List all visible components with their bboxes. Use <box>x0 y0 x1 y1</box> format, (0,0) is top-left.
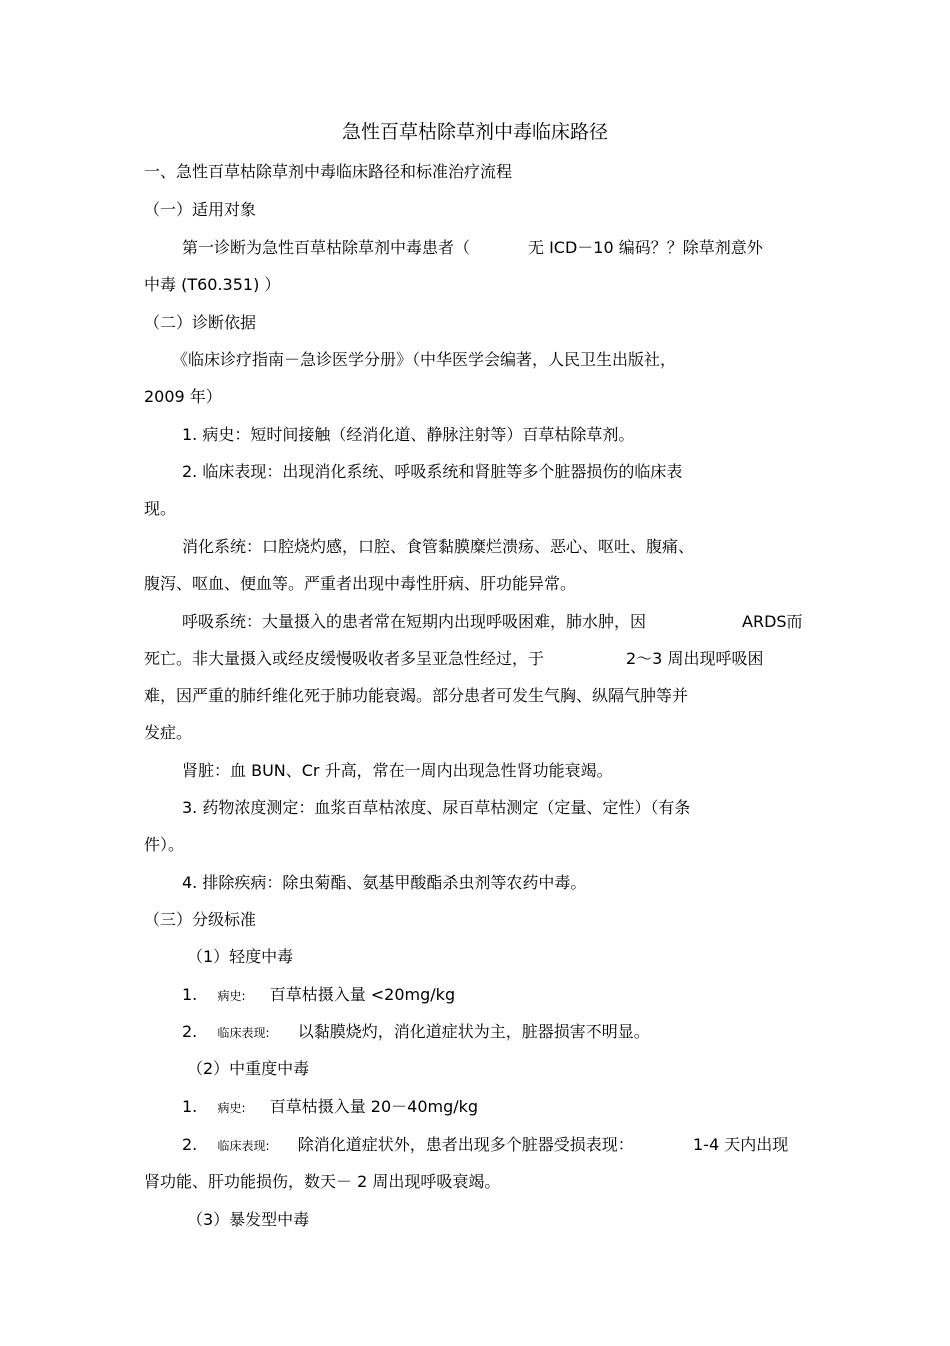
diagnosis-item-drug-test-line-1: 3. 药物浓度测定：血浆百草枯浓度、尿百草枯测定（定量、定性）（有条 <box>182 798 691 817</box>
kidney-text: 肾脏：血 BUN、Cr 升高，常在一周内出现急性肾功能衰竭。 <box>182 761 613 780</box>
moderate-history-row <box>182 1096 478 1119</box>
page-title: 急性百草枯除草剂中毒临床路径 <box>341 121 608 143</box>
subsection-heading-diagnosis: （二）诊断依据 <box>144 313 257 332</box>
digestive-system-line-2: 腹泻、呕血、便血等。严重者出现中毒性肝病、肝功能异常。 <box>144 574 577 593</box>
moderate-history-label: 病史: <box>217 1101 246 1115</box>
diagnosis-item-clinical-line-2: 现。 <box>144 499 177 518</box>
mild-clinical-row <box>182 1021 650 1044</box>
scope-text-part-a: 第一诊断为急性百草枯除草剂中毒患者（ <box>182 238 471 257</box>
respiratory-system-line-2a: 死亡。非大量摄入或经皮缓慢吸收者多呈亚急性经过，于 <box>144 649 545 668</box>
moderate-clinical-number: 2. <box>182 1135 198 1154</box>
mild-history-number: 1. <box>182 985 198 1004</box>
mild-history-label: 病史: <box>217 989 246 1003</box>
mild-clinical-number: 2. <box>182 1022 198 1041</box>
digestive-system-line-1: 消化系统：口腔烧灼感，口腔、食管黏膜糜烂溃疡、恶心、呕吐、腹痛、 <box>182 537 695 556</box>
moderate-history-text: 百草枯摄入量 20－40mg∕kg <box>269 1097 479 1116</box>
subsection-heading-scope: （一）适用对象 <box>144 200 257 219</box>
diagnosis-item-drug-test-line-2: 件）。 <box>144 835 185 854</box>
respiratory-system-line-3: 难，因严重的肺纤维化死于肺功能衰竭。部分患者可发生气胸、纵隔气肿等并 <box>144 686 689 705</box>
mild-clinical-label: 临床表现: <box>217 1026 270 1040</box>
section-heading-1: 一、急性百草枯除草剂中毒临床路径和标准治疗流程 <box>144 162 513 181</box>
reference-line-1: 《临床诊疗指南－急诊医学分册》（中华医学会编著，人民卫生出版社， <box>172 350 677 369</box>
subsection-heading-grading: （三）分级标准 <box>144 910 257 929</box>
moderate-clinical-label: 临床表现: <box>217 1139 270 1153</box>
mild-history-row <box>182 984 455 1007</box>
moderate-clinical-row <box>182 1134 634 1157</box>
grade-heading-mild: （1）轻度中毒 <box>187 947 294 966</box>
moderate-clinical-text-a: 除消化道症状外，患者出现多个脏器受损表现： <box>297 1135 634 1154</box>
scope-text-part-b: 无 ICD－10 编码？？除草剂意外 <box>528 238 763 257</box>
moderate-history-number: 1. <box>182 1097 198 1116</box>
respiratory-system-line-4: 发症。 <box>144 723 193 742</box>
respiratory-system-line-1a: 呼吸系统：大量摄入的患者常在短期内出现呼吸困难，肺水肿，因 <box>182 612 647 631</box>
scope-text-line-2: 中毒 (T60.351) ） <box>144 275 281 294</box>
grade-heading-moderate: （2）中重度中毒 <box>187 1059 310 1078</box>
diagnosis-item-history: 1. 病史：短时间接触（经消化道、静脉注射等）百草枯除草剂。 <box>182 425 635 444</box>
respiratory-system-line-2b: 2～3 周出现呼吸困 <box>626 649 764 668</box>
respiratory-system-line-1b: ARDS而 <box>742 612 803 631</box>
reference-line-2: 2009 年） <box>144 387 222 406</box>
mild-history-text: 百草枯摄入量 <20mg∕kg <box>269 985 456 1004</box>
grade-heading-fulminant: （3）暴发型中毒 <box>187 1210 310 1229</box>
mild-clinical-text: 以黏膜烧灼，消化道症状为主，脏器损害不明显。 <box>297 1022 650 1041</box>
moderate-clinical-line-2: 肾功能、肝功能损伤，数天－ 2 周出现呼吸衰竭。 <box>144 1172 501 1191</box>
moderate-clinical-text-b: 1-4 天内出现 <box>693 1135 789 1154</box>
diagnosis-item-exclusion: 4. 排除疾病：除虫菊酯、氨基甲酸酯杀虫剂等农药中毒。 <box>182 873 587 892</box>
diagnosis-item-clinical-line-1: 2. 临床表现：出现消化系统、呼吸系统和肾脏等多个脏器损伤的临床表 <box>182 462 683 481</box>
